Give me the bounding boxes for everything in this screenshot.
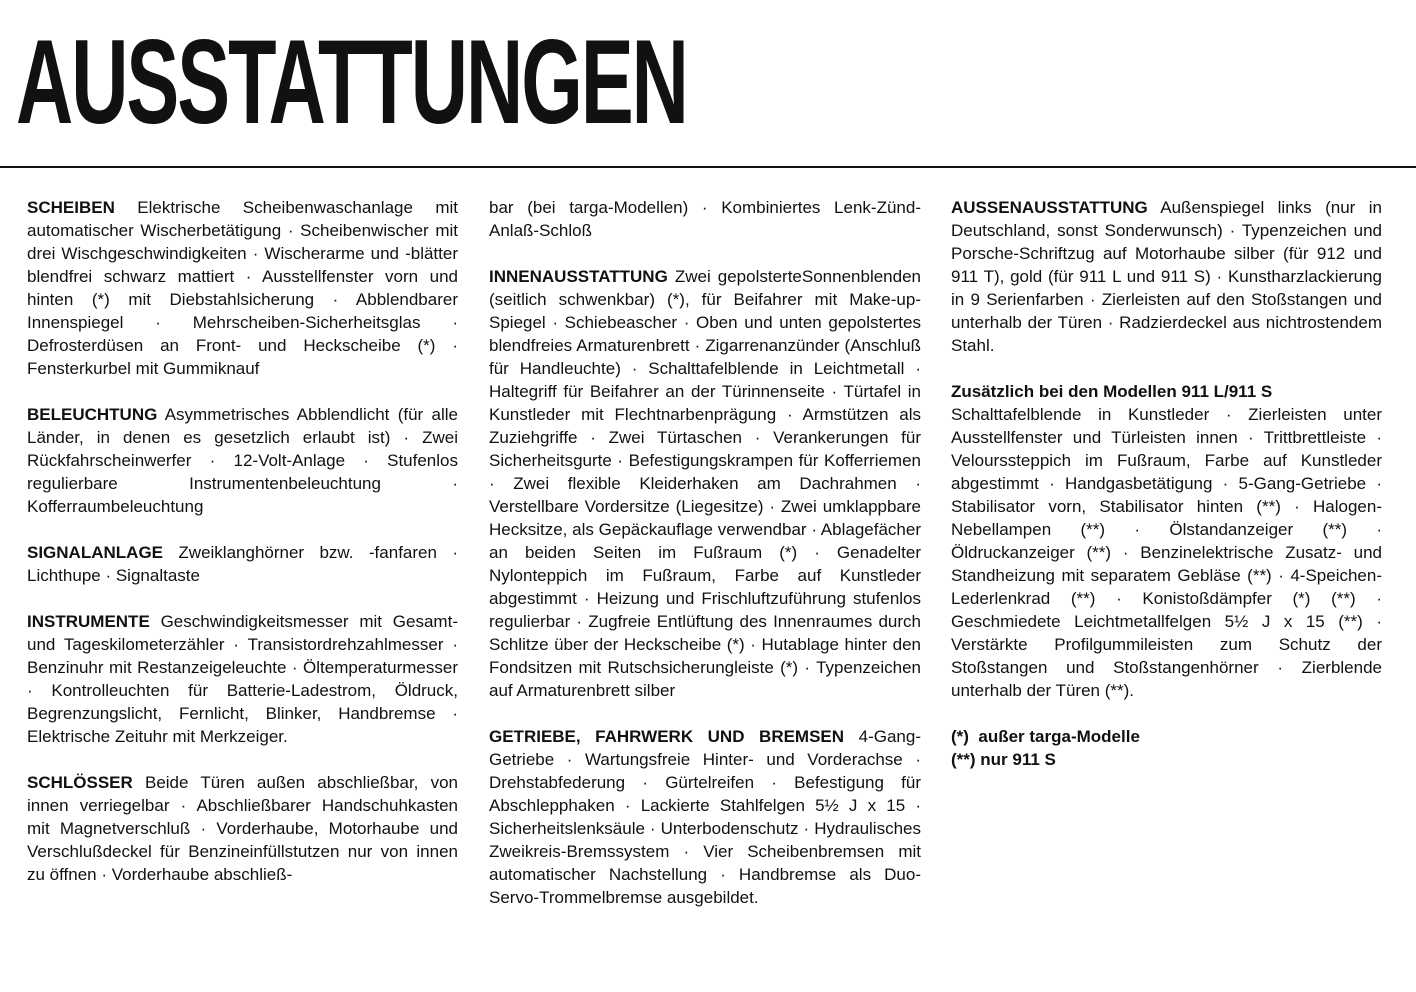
section-heading: BELEUCHTUNG	[27, 405, 158, 424]
section-text: bar (bei targa-Modellen) · Kombiniertes Lenk-Zünd-Anlaß-Schloß	[489, 198, 921, 240]
footnote: (*) außer targa-Modelle	[951, 727, 1140, 746]
section-signalanlage	[27, 541, 458, 587]
footnote: (**) nur 911 S	[951, 750, 1056, 769]
column-3	[951, 196, 1382, 771]
section-text: Zwei gepolsterteSonnenblenden (seitlich schwenkbar) (*), für Beifahrer mit Make-up-Spiegel · Schiebeascher · Oben und unten gepolstertes blendfreies Armaturenbrett · Zigarrenanzünder (Anschluß für Handleuchte) · Schalttafelblende in Leichtmetall · Haltegriff für Beifahrer an der Türinnenseite · Türtafel in Kunstleder mit Flechtnarbenprägung · Armstützen als Zuziehgriffe · Zwei Türtaschen · Verankerungen für Sicherheitsgurte · Befestigungskrampen für Kofferriemen · Zwei flexible Kleiderhaken am Dachrahmen · Verstellbare Vordersitze (Liegesitze) · Zwei umklappbare Hecksitze, als Gepäckauflage verwendbar · Ablagefächer an beiden Seiten im Fußraum (*) · Genadelter Nylonteppich im Fußraum, Farbe auf Kunstleder abgestimmt · Heizung und Frischluftzuführung stufenlos regulierbar · Zugfreie Entlüftung des Innenraumes durch Schlitze über der Heckscheibe (*) · Hutablage hinter den Fondsitzen mit Rutschsicherungleiste (*) · Typenzeichen auf Armaturenbrett silber	[489, 267, 921, 700]
section-heading: INNENAUSSTATTUNG	[489, 267, 668, 286]
section-continuation	[489, 196, 921, 242]
section-text: Asymmetrisches Abblendlicht (für alle Länder, in denen es gesetzlich erlaubt ist) · Zwei Rückfahrscheinwerfer · 12-Volt-Anlage · Stufenlos regulierbare Instrumentenbeleuchtung · Kofferraumbeleuchtung	[27, 405, 458, 516]
section-heading: SCHLÖSSER	[27, 773, 133, 792]
section-text: Geschwindigkeitsmesser mit Gesamt- und Tageskilometerzähler · Transistordrehzahlmesser · Benzinuhr mit Restanzeigeleuchte · Öltemperaturmesser · Kontrolleuchten für Batterie-Ladestrom, Öldruck, Begrenzungslicht, Fernlicht, Blinker, Handbremse · Elektrische Zeituhr mit Merkzeiger.	[27, 612, 458, 746]
section-heading: AUSSENAUSSTATTUNG	[951, 198, 1148, 217]
column-2	[489, 196, 921, 932]
section-beleuchtung	[27, 403, 458, 518]
section-schloesser	[27, 771, 458, 886]
section-text: Zweiklanghörner bzw. -fanfaren · Lichthupe · Signaltaste	[27, 543, 458, 585]
section-text: 4-Gang-Getriebe · Wartungsfreie Hinter- und Vorderachse · Drehstabfederung · Gürtelreifen · Befestigung für Abschlepphaken · Lackierte Stahlfelgen 5½ J x 15 · Sicherheitslenksäule · Unterbodenschutz · Hydraulisches Zweikreis-Bremssystem · Vier Scheibenbremsen mit automatischer Nachstellung · Handbremse als Duo-Servo-Trommelbremse ausgebildet.	[489, 727, 921, 907]
section-aussenausstattung	[951, 196, 1382, 357]
section-text: Außenspiegel links (nur in Deutschland, sonst Sonderwunsch) · Typenzeichen und Porsche-Schriftzug auf Motorhaube silber (für 912 und 911 T), gold (für 911 L und 911 S) · Kunstharzlackierung in 9 Serienfarben · Zierleisten auf den Stoßstangen und unterhalb der Türen · Radzierdeckel aus nichtrostendem Stahl.	[951, 198, 1382, 355]
section-heading: SIGNALANLAGE	[27, 543, 163, 562]
section-text: Elektrische Scheibenwaschanlage mit automatischer Wischerbetätigung · Scheibenwischer mit drei Wischgeschwindigkeiten · Wischerarme und -blätter blendfrei schwarz mattiert · Ausstellfenster vorn und hinten (*) mit Diebstahlsicherung · Abblendbarer Innenspiegel · Mehrscheiben-Sicherheitsglas · Defrosterdüsen an Front- und Heckscheibe (*) · Fensterkurbel mit Gummiknauf	[27, 198, 458, 378]
section-heading: SCHEIBEN	[27, 198, 115, 217]
page-title: AUSSTATTUNGEN	[16, 15, 687, 149]
title-rule	[0, 166, 1416, 168]
subheading-zusaetzlich: Zusätzlich bei den Modellen 911 L/911 S	[951, 382, 1273, 401]
section-text: Beide Türen außen abschließbar, von innen verriegelbar · Abschließbarer Handschuhkasten mit Magnetverschluß · Vorderhaube, Motorhaube und Verschlußdeckel für Benzineinfüllstutzen nur von innen zu öffnen · Vorderhaube abschließ-	[27, 773, 458, 884]
section-getriebe	[489, 725, 921, 909]
section-heading: GETRIEBE, FAHRWERK UND BREMSEN	[489, 727, 845, 746]
section-innenausstattung	[489, 265, 921, 702]
section-instrumente	[27, 610, 458, 748]
section-scheiben	[27, 196, 458, 380]
section-zusaetzlich-text: Schalttafelblende in Kunstleder · Zierleisten unter Ausstellfenster und Türleisten innen · Trittbrettleiste · Velourssteppich im Fußraum, Farbe auf Kunstleder abgestimmt · Handgasbetätigung · 5-Gang-Getriebe · Stabilisator vorn, Stabilisator hinten (**) · Halogen-Nebellampen (**) · Ölstandanzeiger (**) · Öldruckanzeiger (**) · Benzinelektrische Zusatz- und Standheizung mit separatem Gebläse (**) · 4-Speichen-Lederlenkrad (**) · Konistoßdämpfer (*) (**) · Geschmiedete Leichtmetallfelgen 5½ J x 15 (**) · Verstärkte Profilgummileisten zum Schutz der Stoßstangen und Stoßstangenhörner · Zierblende unterhalb der Türen (**).	[951, 405, 1382, 700]
section-heading: INSTRUMENTE	[27, 612, 150, 631]
column-1	[27, 196, 458, 909]
footnotes	[951, 725, 1382, 771]
